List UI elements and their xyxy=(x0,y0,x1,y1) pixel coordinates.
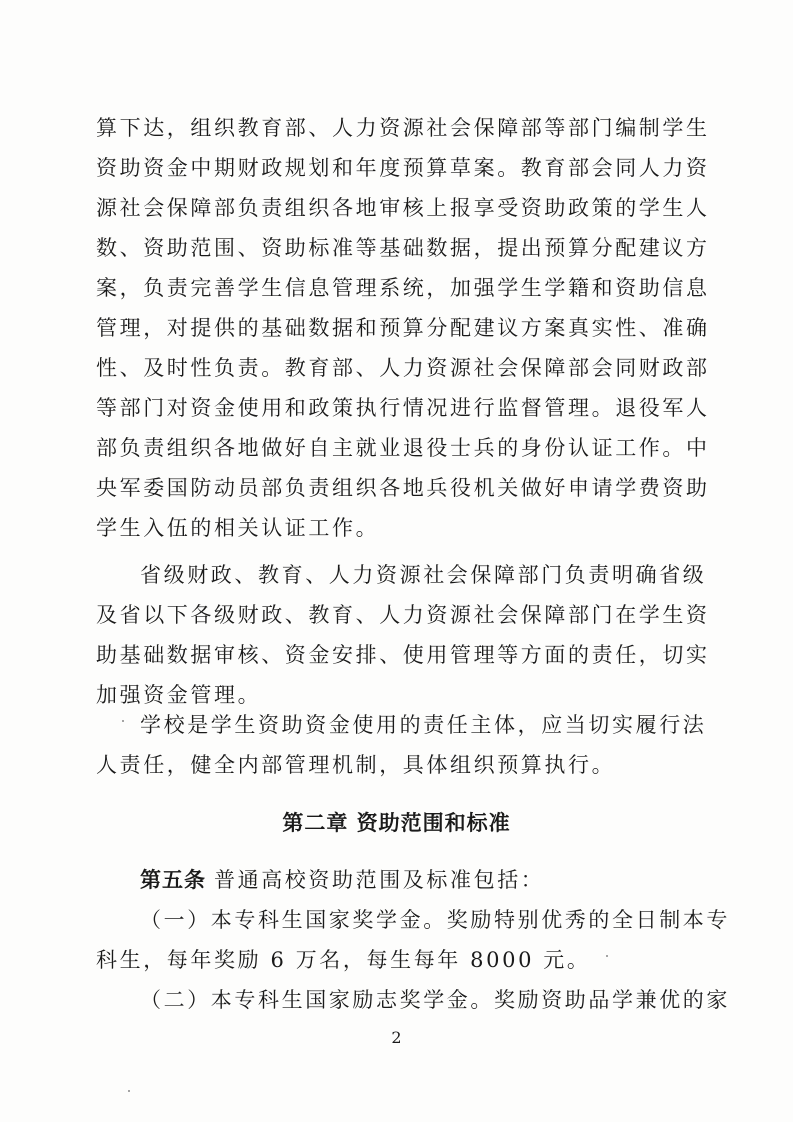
list-item-line: （一）本专科生国家奖学金。奖励特别优秀的全日制本专 xyxy=(140,908,730,932)
body-text-line: 源社会保障部负责组织各地审核上报享受资助政策的学生人 xyxy=(96,196,710,220)
body-text-line: 性、及时性负责。教育部、人力资源社会保障部会同财政部 xyxy=(96,356,710,380)
article-text: 普通高校资助范围及标准包括： xyxy=(214,868,545,892)
body-text-line: 学校是学生资助资金使用的责任主体，应当切实履行法 xyxy=(140,713,707,737)
body-text-line: 数、资助范围、资助标准等基础数据，提出预算分配建议方 xyxy=(96,236,710,260)
body-text-line: 人责任，健全内部管理机制，具体组织预算执行。 xyxy=(96,753,616,777)
chapter-heading: 第二章 资助范围和标准 xyxy=(282,811,511,835)
scan-speck xyxy=(128,1090,130,1092)
body-text-line: 加强资金管理。 xyxy=(96,683,262,707)
body-text-line: 等部门对资金使用和政策执行情况进行监督管理。退役军人 xyxy=(96,396,710,420)
body-text-line: 学生入伍的相关认证工作。 xyxy=(96,516,380,540)
article-label: 第五条 xyxy=(140,868,206,892)
scan-speck xyxy=(606,955,608,957)
list-item-line: 科生，每年奖励 6 万名，每生每年 8000 元。 xyxy=(96,948,591,972)
article-line xyxy=(140,870,716,891)
body-text-line: 资助资金中期财政规划和年度预算草案。教育部会同人力资 xyxy=(96,156,710,180)
body-text-line: 算下达，组织教育部、人力资源社会保障部等部门编制学生 xyxy=(96,116,710,140)
body-text-line: 央军委国防动员部负责组织各地兵役机关做好申请学费资助 xyxy=(96,476,710,500)
body-text-line: 助基础数据审核、资金安排、使用管理等方面的责任，切实 xyxy=(96,643,710,667)
scan-speck xyxy=(122,720,124,722)
body-text-line: 及省以下各级财政、教育、人力资源社会保障部门在学生资 xyxy=(96,603,710,627)
body-text-line: 案，负责完善学生信息管理系统，加强学生学籍和资助信息 xyxy=(96,276,710,300)
body-text-line: 管理，对提供的基础数据和预算分配建议方案真实性、准确 xyxy=(96,316,710,340)
list-item-line: （二）本专科生国家励志奖学金。奖励资助品学兼优的家 xyxy=(140,988,730,1012)
body-text-line: 部负责组织各地做好自主就业退役士兵的身份认证工作。中 xyxy=(96,436,710,460)
page-number: 2 xyxy=(391,1028,402,1047)
body-text-line: 省级财政、教育、人力资源社会保障部门负责明确省级 xyxy=(140,563,707,587)
